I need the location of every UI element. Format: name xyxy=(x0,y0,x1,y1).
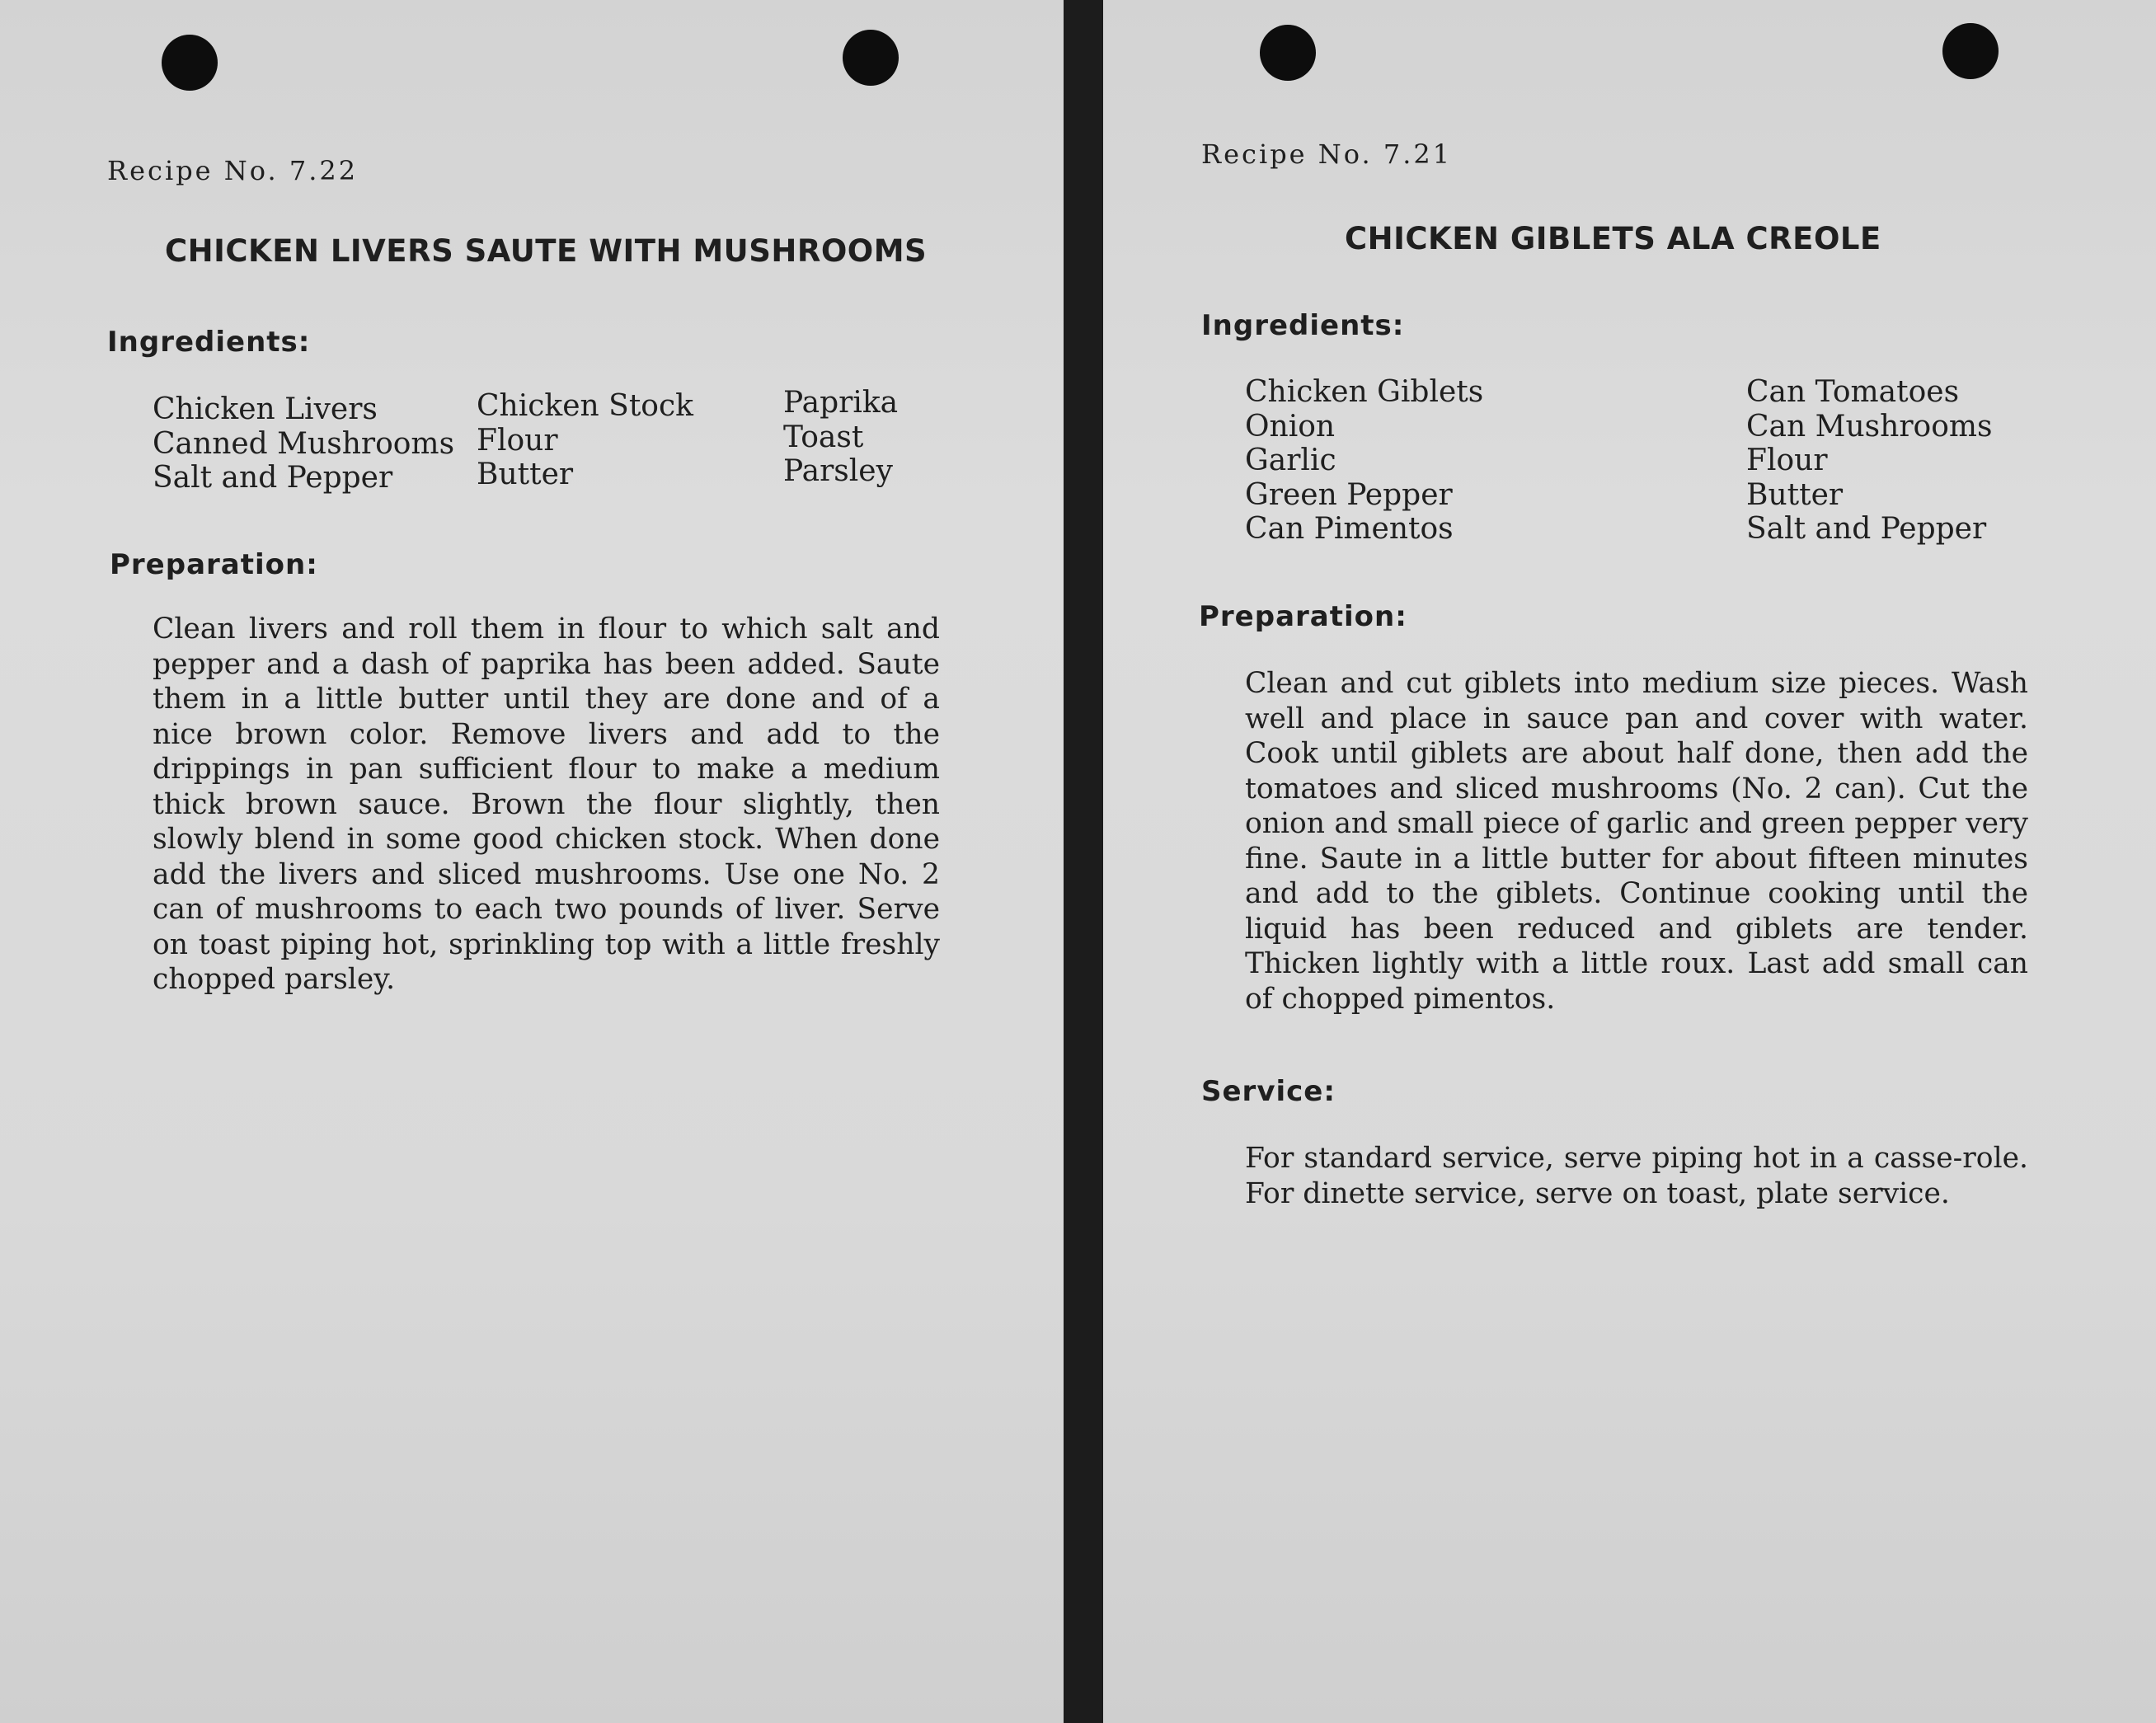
ingredient-item: Can Tomatoes xyxy=(1746,375,1960,409)
ingredient-item: Chicken Giblets xyxy=(1245,375,1484,409)
ingredient-item: Butter xyxy=(477,458,574,491)
preparation-text: Clean livers and roll them in flour to which salt and pepper and a dash of paprika has been added. Saute them in a little butter until they are done and of a nice brown color. Remove livers and add to the drippings in pan sufficient flour to make a medium thick brown sauce. Brown the flour slightly, then slowly blend in some good chicken stock. When done add the livers and sliced mushrooms. Use one No. 2 can of mushrooms to each two pounds of liver. Serve on toast piping hot, sprinkling top with a little freshly chopped parsley. xyxy=(153,613,940,996)
ingredient-item: Can Mushrooms xyxy=(1746,409,1993,444)
ingredients-column-2 xyxy=(477,389,693,492)
recipe-card-7-22 xyxy=(0,0,1064,1723)
recipe-card-7-21 xyxy=(1103,0,2156,1723)
ingredient-item: Flour xyxy=(477,423,558,458)
ingredient-item: Salt and Pepper xyxy=(1746,512,1987,546)
preparation-heading: Preparation: xyxy=(110,548,318,581)
ingredients-column-1 xyxy=(153,392,454,495)
ingredients-heading: Ingredients: xyxy=(1201,309,1405,342)
recipe-number: Recipe No. 7.22 xyxy=(107,155,359,186)
ingredient-item: Green Pepper xyxy=(1245,477,1453,512)
recipe-title: CHICKEN LIVERS SAUTE WITH MUSHROOMS xyxy=(165,233,928,269)
ingredient-item: Parsley xyxy=(783,454,893,488)
ingredients-column-2 xyxy=(1746,375,1993,547)
ingredient-item: Toast xyxy=(783,420,864,454)
service-text: For standard service, serve piping hot in a casse-role. For dinette service, serve on toast, plate service. xyxy=(1245,1142,2028,1210)
ingredient-item: Salt and Pepper xyxy=(153,461,393,495)
recipe-title: CHICKEN GIBLETS ALA CREOLE xyxy=(1345,221,1881,256)
punch-hole-left xyxy=(1260,25,1316,81)
recipe-number: Recipe No. 7.21 xyxy=(1201,138,1453,170)
ingredient-item: Canned Mushrooms xyxy=(153,426,455,461)
ingredient-item: Garlic xyxy=(1245,444,1336,477)
ingredients-column-1 xyxy=(1245,375,1483,547)
ingredient-item: Flour xyxy=(1746,444,1828,477)
ingredient-item: Can Pimentos xyxy=(1245,512,1454,546)
ingredient-item: Chicken Livers xyxy=(153,392,378,426)
service-heading: Service: xyxy=(1201,1075,1336,1108)
ingredient-item: Chicken Stock xyxy=(477,389,693,423)
punch-hole-left xyxy=(162,35,218,91)
punch-hole-right xyxy=(1942,23,1999,79)
ingredient-item: Paprika xyxy=(783,386,899,420)
ingredient-item: Onion xyxy=(1245,409,1336,444)
preparation-heading: Preparation: xyxy=(1199,600,1407,633)
preparation-text: Clean and cut giblets into medium size pieces. Wash well and place in sauce pan and cover with water. Cook until giblets are about half done, then add the tomatoes and sliced mushrooms (No. 2 can). Cut the onion and small piece of garlic and green pepper very fine. Saute in a little butter for about fifteen minutes and add to the giblets. Continue cooking until the liquid has been reduced and giblets are tender. Thicken lightly with a little roux. Last add small can of chopped pimentos. xyxy=(1245,667,2028,1016)
ingredient-item: Butter xyxy=(1746,477,1844,512)
ingredients-heading: Ingredients: xyxy=(107,326,311,359)
ingredients-column-3 xyxy=(783,386,898,489)
punch-hole-right xyxy=(843,30,899,86)
